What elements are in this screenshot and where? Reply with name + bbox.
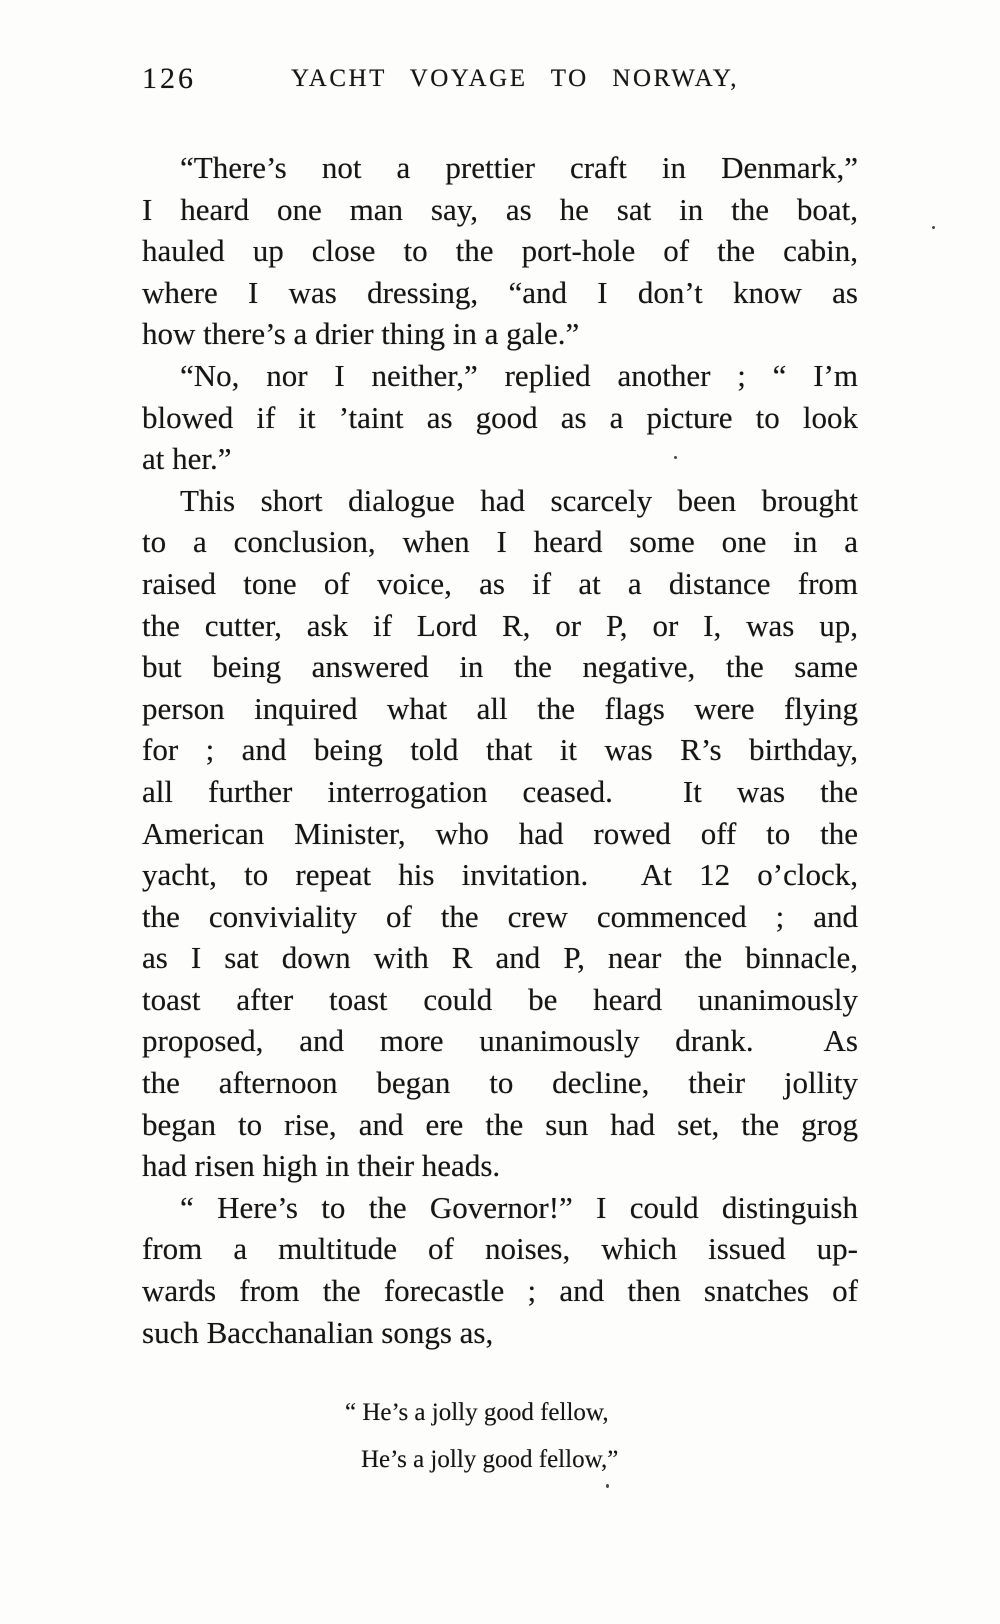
text-line: began to rise, and ere the sun had set, the grog xyxy=(142,1106,858,1142)
text-line: all further interrogation ceased. It was the xyxy=(142,773,858,809)
text-line: from a multitude of noises, which issued up- xyxy=(142,1231,858,1267)
text-line: person inquired what all the flags were flying xyxy=(142,690,858,726)
text-line: blowed if it ’taint as good as a picture to look xyxy=(142,399,858,435)
text-line: had risen high in their heads. xyxy=(142,1148,501,1184)
verse-line: “ He’s a jolly good fellow, xyxy=(345,1399,609,1427)
text-line: such Bacchanalian songs as, xyxy=(142,1314,494,1350)
text-line: This short dialogue had scarcely been brought xyxy=(180,482,858,518)
text-line: as I sat down with R and P, near the binnacle, xyxy=(142,940,858,976)
text-line: I heard one man say, as he sat in the boat, xyxy=(142,191,858,227)
text-line: yacht, to repeat his invitation. At 12 o’clock, xyxy=(142,857,858,893)
text-line: “There’s not a prettier craft in Denmark,” xyxy=(180,150,858,185)
text-line: how there’s a drier thing in a gale.” xyxy=(142,316,580,352)
paragraph-1 xyxy=(142,147,858,355)
paragraph-4 xyxy=(142,1187,858,1353)
text-line: the conviviality of the crew commenced ; and xyxy=(142,898,858,934)
text-line: “ Here’s to the Governor!” I could distinguish xyxy=(180,1189,858,1225)
paragraph-3 xyxy=(142,480,858,1187)
text-block xyxy=(142,147,858,1483)
text-line: at her.” xyxy=(142,441,232,477)
scan-artifact xyxy=(606,1484,609,1488)
paragraph-2 xyxy=(142,355,858,480)
page-header xyxy=(142,62,858,102)
text-line: but being answered in the negative, the same xyxy=(142,649,858,685)
text-line: raised tone of voice, as if at a distance from xyxy=(142,565,858,601)
text-line: for ; and being told that it was R’s birthday, xyxy=(142,732,858,768)
text-line: hauled up close to the port-hole of the cabin, xyxy=(142,233,858,269)
page-number: 126 xyxy=(142,62,196,95)
text-line: the afternoon began to decline, their jollity xyxy=(142,1065,858,1101)
verse-line: He’s a jolly good fellow,” xyxy=(361,1446,619,1474)
verse-block xyxy=(142,1389,858,1483)
text-line: wards from the forecastle ; and then snatches of xyxy=(142,1273,858,1309)
text-line: to a conclusion, when I heard some one in a xyxy=(142,524,858,560)
scan-artifact xyxy=(674,456,677,459)
text-line: “No, nor I neither,” replied another ; “ I’m xyxy=(180,357,858,393)
running-title: YACHT VOYAGE TO NORWAY, xyxy=(291,65,739,92)
text-line: proposed, and more unanimously drank. As xyxy=(142,1023,858,1059)
text-line: American Minister, who had rowed off to the xyxy=(142,815,858,851)
text-line: where I was dressing, “and I don’t know as xyxy=(142,274,858,310)
scan-artifact xyxy=(932,226,935,229)
text-line: the cutter, ask if Lord R, or P, or I, was up, xyxy=(142,607,858,643)
text-line: toast after toast could be heard unanimously xyxy=(142,981,858,1017)
